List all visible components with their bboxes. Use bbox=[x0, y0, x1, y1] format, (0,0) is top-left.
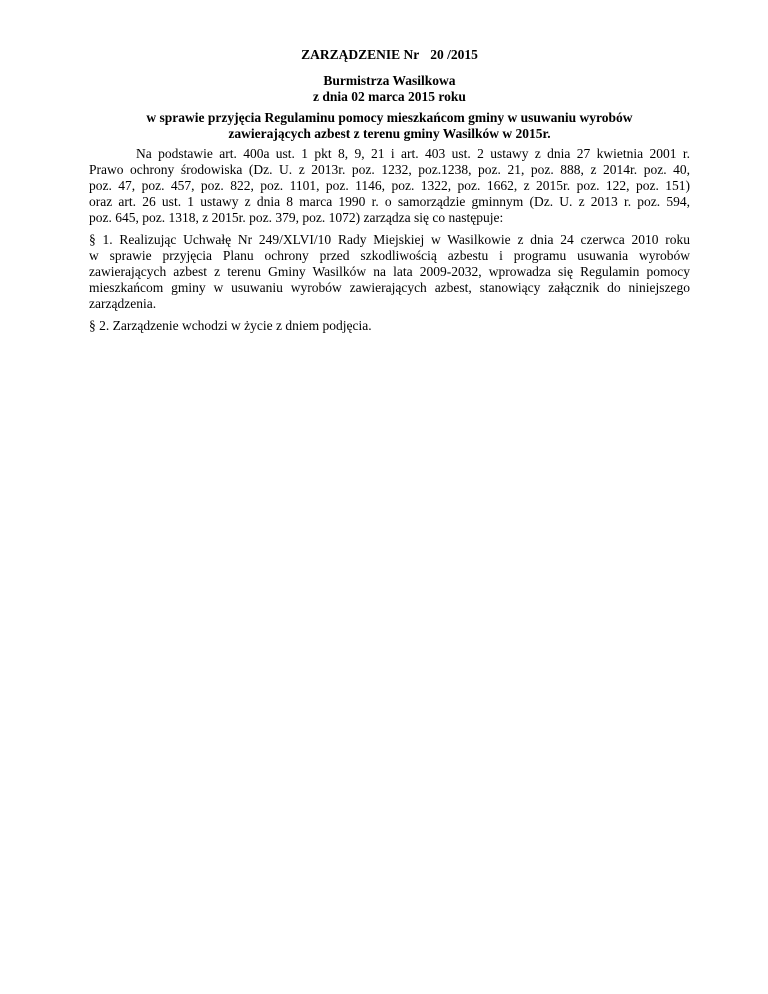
preamble-line: Na podstawie art. 400a ust. 1 pkt 8, 9, 21 i art. 403 ust. 2 ustawy z dnia 27 kwietnia 2001 r. bbox=[136, 146, 690, 161]
document-date: z dnia 02 marca 2015 roku bbox=[313, 89, 466, 104]
paragraph-1-line: mieszkańcom gminy w usuwaniu wyrobów zawierających azbest, stanowiący załącznik do niniejszego bbox=[89, 280, 690, 295]
document-subject bbox=[89, 110, 690, 142]
document-issuer-block bbox=[89, 73, 690, 105]
document-title bbox=[89, 47, 690, 63]
paragraph-1-line: zawierających azbest z terenu Gminy Wasilków na lata 2009-2032, wprowadza się Regulamin pomocy bbox=[89, 264, 690, 279]
preamble-line: poz. 645, poz. 1318, z 2015r. poz. 379, poz. 1072) zarządza się co następuje: bbox=[89, 210, 504, 225]
preamble-line: Prawo ochrony środowiska (Dz. U. z 2013r. poz. 1232, poz.1238, poz. 21, poz. 888, z 2014r. poz. 40, bbox=[89, 162, 690, 177]
issuer: Burmistrza Wasilkowa bbox=[323, 73, 456, 88]
subject-line: zawierających azbest z terenu gminy Wasilków w 2015r. bbox=[228, 126, 551, 141]
paragraph-1-line: zarządzenia. bbox=[89, 296, 157, 311]
paragraph-2-line: § 2. Zarządzenie wchodzi w życie z dniem podjęcia. bbox=[89, 318, 372, 333]
title-prefix: ZARZĄDZENIE Nr bbox=[301, 47, 420, 62]
paragraph-2 bbox=[89, 318, 690, 334]
preamble bbox=[89, 146, 690, 226]
paragraph-1 bbox=[89, 232, 690, 312]
title-number: 20 /2015 bbox=[430, 47, 478, 62]
preamble-line: poz. 47, poz. 457, poz. 822, poz. 1101, poz. 1146, poz. 1322, poz. 1662, z 2015r. poz. 122, poz. 151) bbox=[89, 178, 690, 193]
subject-line: w sprawie przyjęcia Regulaminu pomocy mieszkańcom gminy w usuwaniu wyrobów bbox=[146, 110, 633, 125]
paragraph-1-line: w sprawie przyjęcia Planu ochrony przed szkodliwością azbestu i programu usuwania wyrobów bbox=[89, 248, 690, 263]
preamble-line: oraz art. 26 ust. 1 ustawy z dnia 8 marca 1990 r. o samorządzie gminnym (Dz. U. z 2013 r. poz. 594, bbox=[89, 194, 690, 209]
paragraph-1-line: § 1. Realizując Uchwałę Nr 249/XLVI/10 Rady Miejskiej w Wasilkowie z dnia 24 czerwca 2010 roku bbox=[89, 232, 690, 247]
